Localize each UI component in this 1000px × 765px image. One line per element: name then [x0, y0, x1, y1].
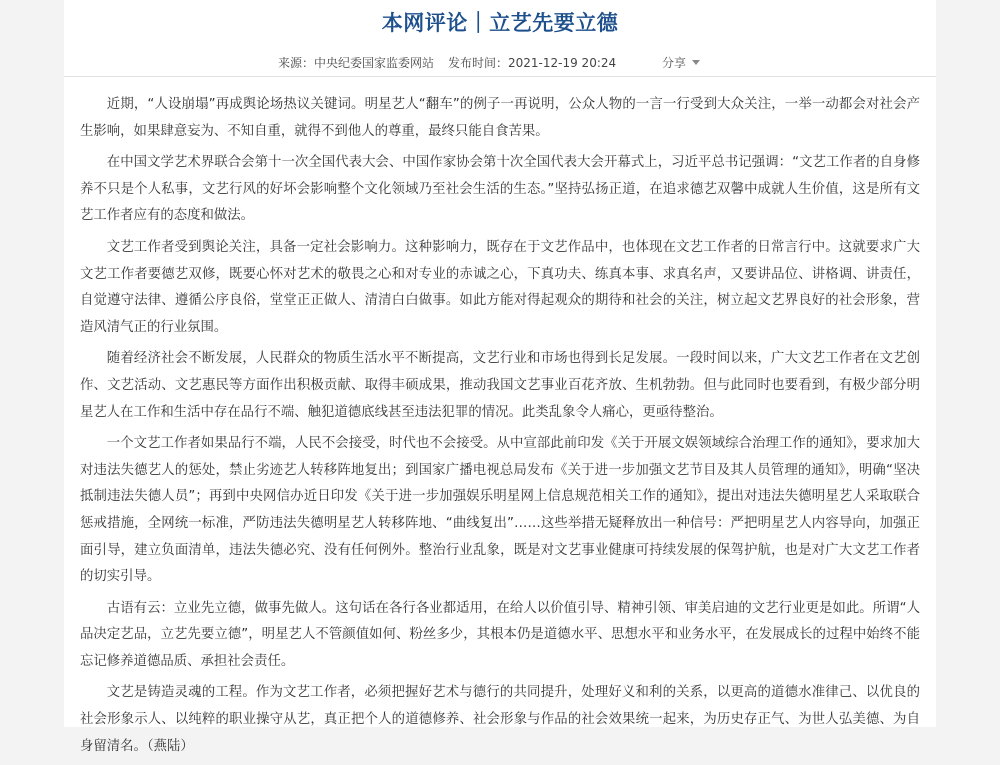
header-divider — [64, 76, 936, 77]
paragraph-6: 古语有云：立业先立德，做事先做人。这句话在各行各业都适用，在给人以价值引导、精神引领、审美启迪的文艺行业更是如此。所谓“人品决定艺品，立艺先要立德”，明星艺人不管颜值如何、粉丝多少，其根本仍是道德水平、思想水平和业务水平，在发展成长的过程中始终不能忘记修养道德品质、承担社会责任。 — [80, 600, 920, 669]
publish-time: 发布时间：2021-12-19 20:24 — [448, 56, 617, 70]
paragraph-3: 文艺工作者受到舆论关注，具备一定社会影响力。这种影响力，既存在于文艺作品中，也体现在文艺工作者的日常言行中。这就要求广大文艺工作者要德艺双修，既要心怀对艺术的敬畏之心和对专业的赤诚之心，下真功夫、练真本事、求真名声，又要讲品位、讲格调、讲责任，自觉遵守法律、遵循公序良俗，堂堂正正做人、清清白白做事。如此方能对得起观众的期待和社会的关注，树立起文艺界良好的社会形象，营造风清气正的行业氛围。 — [80, 239, 920, 335]
article-source: 来源：中央纪委国家监委网站 — [278, 56, 435, 70]
article-page — [64, 0, 936, 754]
paragraph-5: 一个文艺工作者如果品行不端，人民不会接受，时代也不会接受。从中宣部此前印发《关于开展文娱领域综合治理工作的通知》，要求加大对违法失德艺人的惩处，禁止劣迹艺人转移阵地复出；到国家广播电视总局发布《关于进一步加强文艺节目及其人员管理的通知》，明确“坚决抵制违法失德人员”；再到中央网信办近日印发《关于进一步加强娱乐明星网上信息规范相关工作的通知》，提出对违法失德明星艺人采取联合惩戒措施，全网统一标准，严防违法失德明星艺人转移阵地、“曲线复出”……这些举措无疑释放出一种信号：严把明星艺人内容导向，加强正面引导，建立负面清单，违法失德必究、没有任何例外。整治行业乱象，既是对文艺事业健康可持续发展的保驾护航，也是对广大文艺工作者的切实引导。 — [80, 436, 920, 585]
paragraph-7: 文艺是铸造灵魂的工程。作为文艺工作者，必须把握好艺术与德行的共同提升，处理好义和利的关系，以更高的道德水准律己、以优良的社会形象示人、以纯粹的职业操守从艺，真正把个人的道德修养、社会形象与作品的社会效果统一起来，为历史存正气、为世人弘美德、为自身留清名。（燕陆） — [80, 685, 920, 754]
paragraph-2: 在中国文学艺术界联合会第十一次全国代表大会、中国作家协会第十次全国代表大会开幕式上，习近平总书记强调：“文艺工作者的自身修养不只是个人私事，文艺行风的好坏会影响整个文化领域乃至社会生活的生态。”坚持弘扬正道，在追求德艺双馨中成就人生价值，这是所有文艺工作者应有的态度和做法。 — [80, 155, 920, 224]
article-body — [80, 92, 920, 765]
paragraph-4: 随着经济社会不断发展，人民群众的物质生活水平不断提高，文艺行业和市场也得到长足发展。一段时间以来，广大文艺工作者在文艺创作、文艺活动、文艺惠民等方面作出积极贡献、取得丰硕成果，推动我国文艺事业百花齐放、生机勃勃。但与此同时也要看到，有极少部分明星艺人在工作和生活中存在品行不端、触犯道德底线甚至违法犯罪的情况。此类乱象令人痛心，更亟待整治。 — [80, 351, 920, 420]
article-title: 本网评论｜立艺先要立德 — [381, 11, 619, 35]
share-button[interactable] — [662, 54, 700, 71]
caret-down-icon — [692, 60, 700, 65]
share-label: 分享 — [662, 56, 687, 70]
paragraph-1: 近期，“人设崩塌”再成舆论场热议关键词。明星艺人“翻车”的例子一再说明，公众人物的一言一行受到大众关注，一举一动都会对社会产生影响，如果肆意妄为、不知自重，就得不到他人的尊重，最终只能自食苦果。 — [80, 97, 920, 139]
article-meta — [64, 54, 936, 72]
